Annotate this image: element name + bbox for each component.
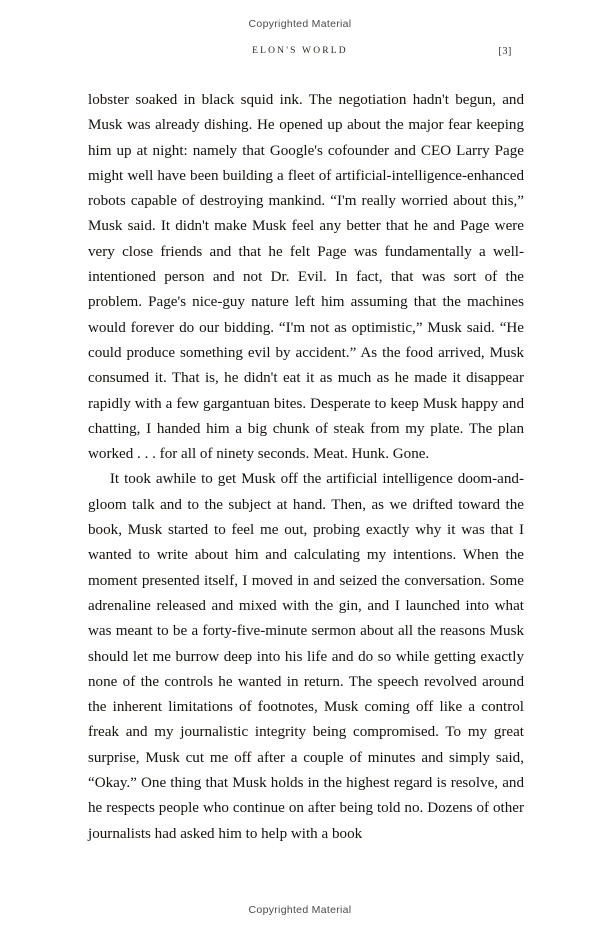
page-body: [88, 88, 524, 847]
body-paragraph-2: It took awhile to get Musk off the artificial intelligence doom-and-gloom talk and to the subject at hand. Then, as we drifted toward the book, Musk started to feel me out, probing exactly why it was that I wanted to write about him and calculating my intentions. When the moment presented itself, I moved in and seized the conversation. Some adrenaline released and mixed with the gin, and I launched into what was meant to be a forty-five-minute sermon about all the reasons Musk should let me burrow deep into his life and do so while getting exactly none of the controls he wanted in return. The speech revolved around the inherent limitations of footnotes, Musk coming off like a control freak and my journalistic integrity being compromised. To my great surprise, Musk cut me off after a couple of minutes and simply said, “Okay.” One thing that Musk holds in the highest regard is resolve, and he respects people who continue on after being told no. Dozens of other journalists had asked him to help with a book: [88, 471, 524, 842]
page-number: [3]: [498, 46, 512, 57]
running-head: [88, 46, 512, 62]
copyright-watermark-top: Copyrighted Material: [248, 18, 352, 30]
body-paragraph-1: lobster soaked in black squid ink. The negotiation hadn't begun, and Musk was already dishing. He opened up about the major fear keeping him up at night: namely that Google's cofounder and CEO Larry Page might well have been building a fleet of artificial-intelligence-enhanced robots capable of destroying mankind. “I'm really worried about this,” Musk said. It didn't make Musk feel any better that he and Page were very close friends and that he felt Page was fundamentally a well-intentioned person and not Dr. Evil. In fact, that was sort of the problem. Page's nice-guy nature left him assuming that the machines would forever do our bidding. “I'm not as optimistic,” Musk said. “He could produce something evil by accident.” As the food arrived, Musk consumed it. That is, he didn't eat it as much as he made it disappear rapidly with a few gargantuan bites. Desperate to keep Musk happy and chatting, I handed him a big chunk of steak from my plate. The plan worked . . . for all of ninety seconds. Meat. Hunk. Gone.: [88, 92, 524, 463]
copyright-watermark-bottom: Copyrighted Material: [248, 904, 352, 916]
running-head-title: ELON'S WORLD: [252, 46, 348, 56]
